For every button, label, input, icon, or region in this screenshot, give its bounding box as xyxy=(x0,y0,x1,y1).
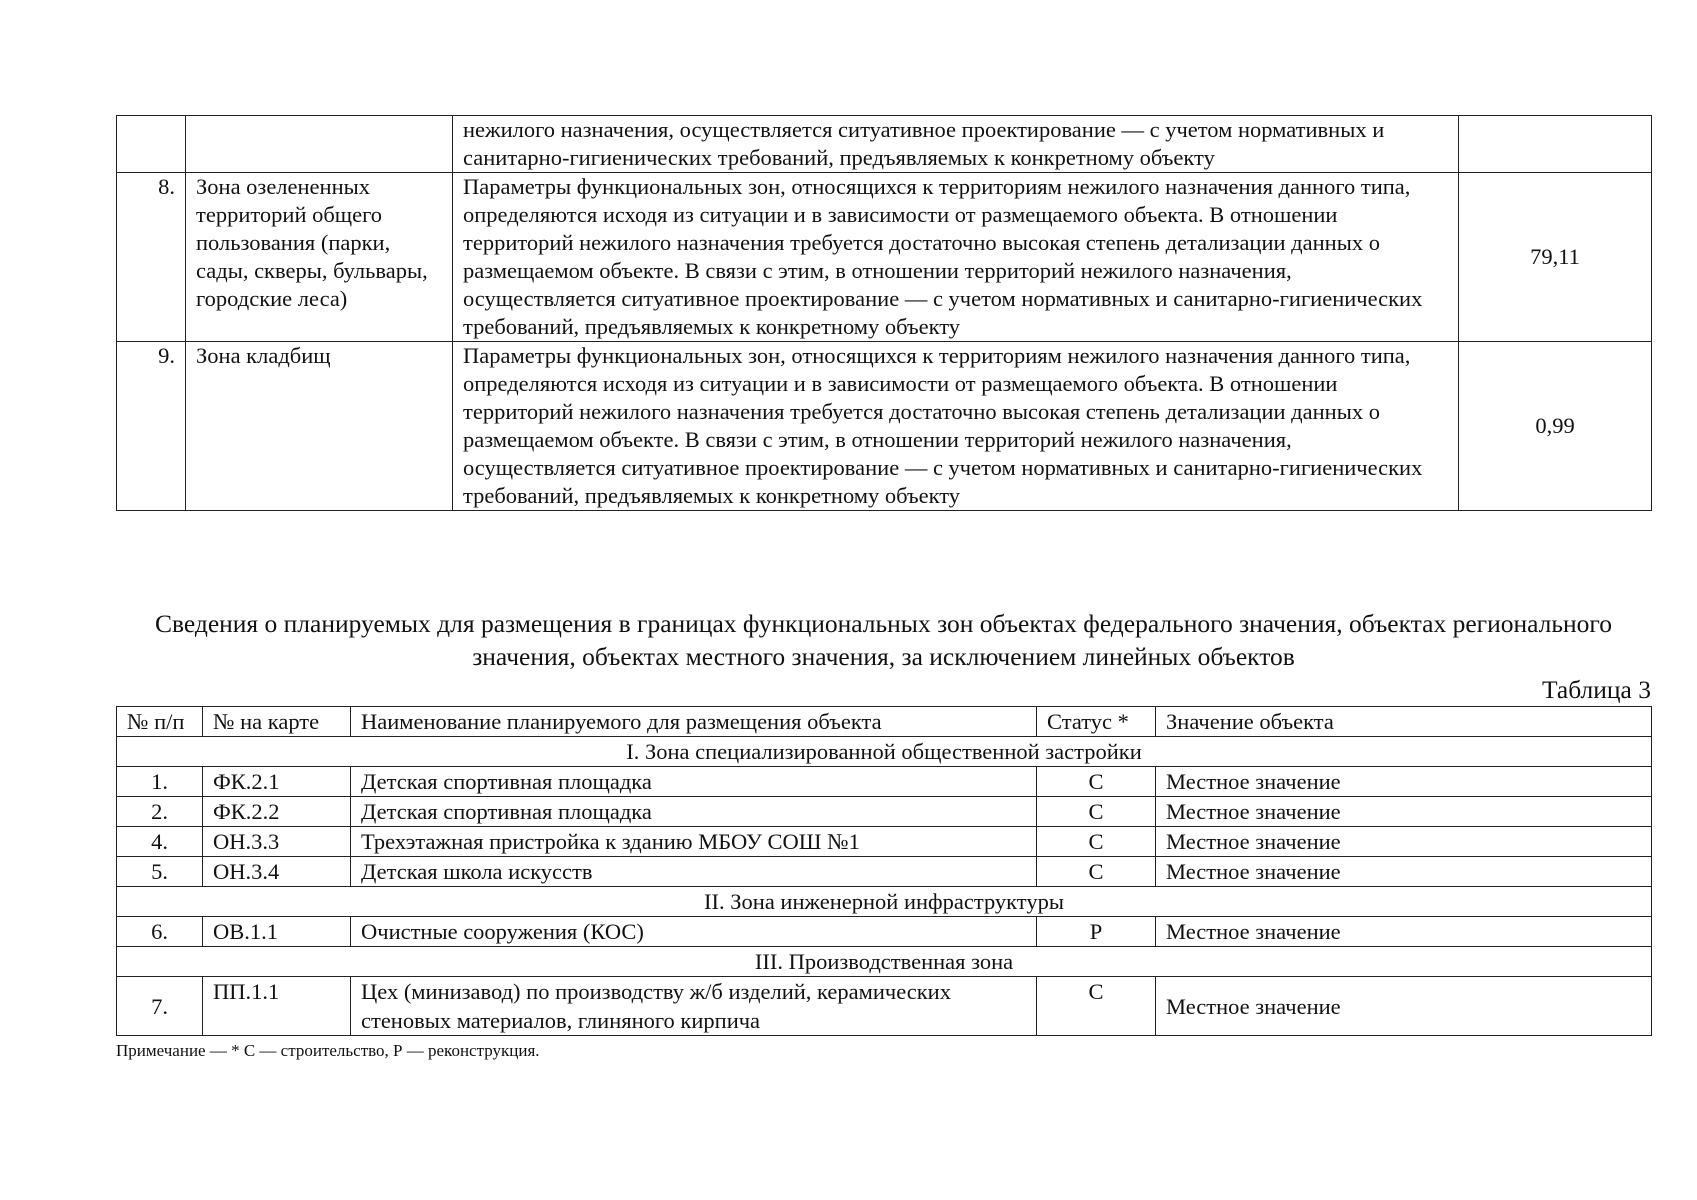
zone-name: Зона кладбищ xyxy=(186,342,453,511)
table-row xyxy=(117,977,1652,1036)
section-title: III. Производственная зона xyxy=(117,947,1652,977)
zone-description: Параметры функциональных зон, относящихся к территориям нежилого назначения данного типа, определяются исходя из ситуации и в зависимости от размещаемого объекта. В отношении территорий нежилого назначения требуется достаточно высокая степень детализации данных о размещаемом объекте. В связи с этим, в отношении территорий нежилого назначения, осуществляется ситуативное проектирование — с учетом нормативных и санитарно-гигиенических требований, предъявляемых к конкретному объекту xyxy=(453,173,1459,342)
header-significance: Значение объекта xyxy=(1156,707,1652,737)
map-number: ОН.3.3 xyxy=(203,827,351,857)
zone-description: нежилого назначения, осуществляется ситуативное проектирование — с учетом нормативных и санитарно-гигиенических требований, предъявляемых к конкретному объекту xyxy=(453,116,1459,173)
row-number: 9. xyxy=(117,342,186,511)
table-row xyxy=(117,857,1652,887)
table-row xyxy=(117,342,1652,511)
map-number: ФК.2.2 xyxy=(203,797,351,827)
zone-name xyxy=(186,116,453,173)
table-row xyxy=(117,917,1652,947)
header-object-name: Наименование планируемого для размещения объекта xyxy=(351,707,1037,737)
object-status: С xyxy=(1037,857,1156,887)
table-row xyxy=(117,116,1652,173)
table-label: Таблица 3 xyxy=(1541,675,1651,704)
object-name: Детская спортивная площадка xyxy=(351,767,1037,797)
zone-name: Зона озелененных территорий общего пользования (парки, сады, скверы, бульвары, городские леса) xyxy=(186,173,453,342)
section-title: I. Зона специализированной общественной застройки xyxy=(117,737,1652,767)
object-significance: Местное значение xyxy=(1156,767,1652,797)
object-name: Детская школа искусств xyxy=(351,857,1037,887)
row-number: 6. xyxy=(117,917,203,947)
section-row xyxy=(117,947,1652,977)
object-status: Р xyxy=(1037,917,1156,947)
row-number: 7. xyxy=(117,977,203,1036)
footnote: Примечание — * С — строительство, Р — реконструкция. xyxy=(116,1041,540,1060)
planned-objects-table xyxy=(116,706,1652,1036)
map-number: ОН.3.4 xyxy=(203,857,351,887)
row-number: 5. xyxy=(117,857,203,887)
object-significance: Местное значение xyxy=(1156,977,1652,1036)
map-number: ПП.1.1 xyxy=(203,977,351,1036)
object-status: С xyxy=(1037,797,1156,827)
table-row xyxy=(117,767,1652,797)
zone-description: Параметры функциональных зон, относящихся к территориям нежилого назначения данного типа, определяются исходя из ситуации и в зависимости от размещаемого объекта. В отношении территорий нежилого назначения требуется достаточно высокая степень детализации данных о размещаемом объекте. В связи с этим, в отношении территорий нежилого назначения, осуществляется ситуативное проектирование — с учетом нормативных и санитарно-гигиенических требований, предъявляемых к конкретному объекту xyxy=(453,342,1459,511)
header-status: Статус * xyxy=(1037,707,1156,737)
section-row xyxy=(117,887,1652,917)
object-status: С xyxy=(1037,767,1156,797)
section-row xyxy=(117,737,1652,767)
object-significance: Местное значение xyxy=(1156,827,1652,857)
object-significance: Местное значение xyxy=(1156,857,1652,887)
header-map-num: № на карте xyxy=(203,707,351,737)
table-header-row xyxy=(117,707,1652,737)
object-name: Цех (минизавод) по производству ж/б изделий, керамических стеновых материалов, глиняного кирпича xyxy=(351,977,1037,1036)
zone-value: 0,99 xyxy=(1459,342,1652,511)
row-number: 2. xyxy=(117,797,203,827)
row-number: 4. xyxy=(117,827,203,857)
object-significance: Местное значение xyxy=(1156,917,1652,947)
table-row xyxy=(117,827,1652,857)
object-name: Очистные сооружения (КОС) xyxy=(351,917,1037,947)
map-number: ОВ.1.1 xyxy=(203,917,351,947)
zone-value: 79,11 xyxy=(1459,173,1652,342)
section-heading: Сведения о планируемых для размещения в границах функциональных зон объектах федерального значения, объектах регионального значения, объектах местного значения, за исключением линейных объектов xyxy=(154,609,1613,671)
header-num: № п/п xyxy=(117,707,203,737)
object-significance: Местное значение xyxy=(1156,797,1652,827)
table-row xyxy=(117,797,1652,827)
object-status: С xyxy=(1037,827,1156,857)
table-row xyxy=(117,173,1652,342)
row-number: 8. xyxy=(117,173,186,342)
row-number xyxy=(117,116,186,173)
object-status: С xyxy=(1037,977,1156,1036)
object-name: Трехэтажная пристройка к зданию МБОУ СОШ №1 xyxy=(351,827,1037,857)
section-title: II. Зона инженерной инфраструктуры xyxy=(117,887,1652,917)
zones-parameters-table xyxy=(116,115,1652,511)
zone-value xyxy=(1459,116,1652,173)
map-number: ФК.2.1 xyxy=(203,767,351,797)
object-name: Детская спортивная площадка xyxy=(351,797,1037,827)
row-number: 1. xyxy=(117,767,203,797)
